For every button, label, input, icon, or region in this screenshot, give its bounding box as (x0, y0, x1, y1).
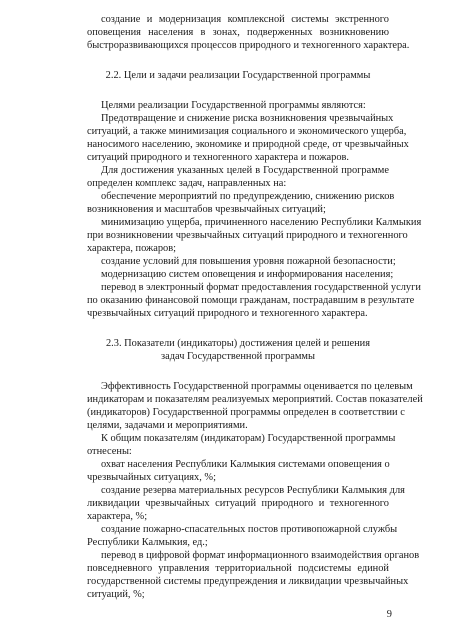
text-line: государственной системы предупреждения и ликвидации чрезвычайных (87, 576, 409, 587)
text-line: создание и модернизация комплексной системы экстренного (101, 14, 389, 25)
section-heading: 2.2. Цели и задачи реализации Государственной программы (105, 70, 371, 81)
page-number: 9 (386, 609, 392, 620)
text-line: чрезвычайных ситуаций природного и техногенного характера. (87, 308, 368, 319)
text-line: Республики Калмыкия, ед.; (87, 537, 208, 548)
text-line: создание пожарно-спасательных постов противопожарной службы (101, 524, 398, 535)
text-line: ситуаций, %; (87, 589, 145, 600)
text-line: создание условий для повышения уровня пожарной безопасности; (101, 256, 396, 267)
section-heading: задач Государственной программы (161, 351, 315, 362)
text-line: ликвидации чрезвычайных ситуаций природного и техногенного (87, 498, 389, 509)
text-line: определен комплекс задач, направленных на: (87, 178, 287, 189)
text-line: (индикаторов) Государственной программы определен в соответствии с (87, 407, 405, 418)
text-line: по оказанию финансовой помощи гражданам, пострадавшим в результате (87, 295, 415, 306)
text-line: характера, пожаров; (87, 243, 177, 254)
text-line: отнесены: (87, 446, 132, 457)
text-line: при возникновении чрезвычайных ситуаций природного и техногенного (87, 230, 408, 241)
text-line: целями, задачами и мероприятиями. (87, 420, 248, 431)
text-line: минимизацию ущерба, причиненного населению Республики Калмыкия (101, 217, 422, 228)
text-line: Предотвращение и снижение риска возникновения чрезвычайных (101, 113, 394, 124)
section-heading: 2.3. Показатели (индикаторы) достижения целей и решения (105, 338, 371, 349)
text-line: повседневного управления территориальной подсистемы единой (87, 563, 389, 574)
text-line: Для достижения указанных целей в Государственной программе (101, 165, 389, 176)
text-line: модернизацию систем оповещения и информирования населения; (101, 269, 394, 280)
text-line: чрезвычайных ситуациях, %; (87, 472, 216, 483)
text-line: охват населения Республики Калмыкия системами оповещения о (101, 459, 390, 470)
text-line: ситуаций природного и техногенного характера и пожаров. (87, 152, 350, 163)
text-line: быстроразвивающихся процессов природного и техногенного характера. (87, 40, 410, 51)
text-line: обеспечение мероприятий по предупреждению, снижению рисков (101, 191, 395, 202)
text-line: индикаторам и показателям реализуемых мероприятий. Состав показателей (87, 394, 423, 405)
text-line: перевод в электронный формат предоставления государственной услуги (101, 282, 421, 293)
text-line: наносимого населению, экономике и природной среде, от чрезвычайных (87, 139, 409, 150)
text-line: перевод в цифровой формат информационного взаимодействия органов (101, 550, 420, 561)
text-line: оповещения населения в зонах, подверженных возникновению (87, 27, 389, 38)
text-line: Целями реализации Государственной программы являются: (101, 100, 366, 111)
text-line: Эффективность Государственной программы оценивается по целевым (101, 381, 413, 392)
text-line: ситуаций, а также минимизация социального и экономического ущерба, (87, 126, 407, 137)
text-line: характера, %; (87, 511, 148, 522)
text-line: возникновения и масштабов чрезвычайных ситуаций; (87, 204, 326, 215)
text-line: создание резерва материальных ресурсов Республики Калмыкия для (101, 485, 405, 496)
text-line: К общим показателям (индикаторам) Государственной программы (101, 433, 396, 444)
